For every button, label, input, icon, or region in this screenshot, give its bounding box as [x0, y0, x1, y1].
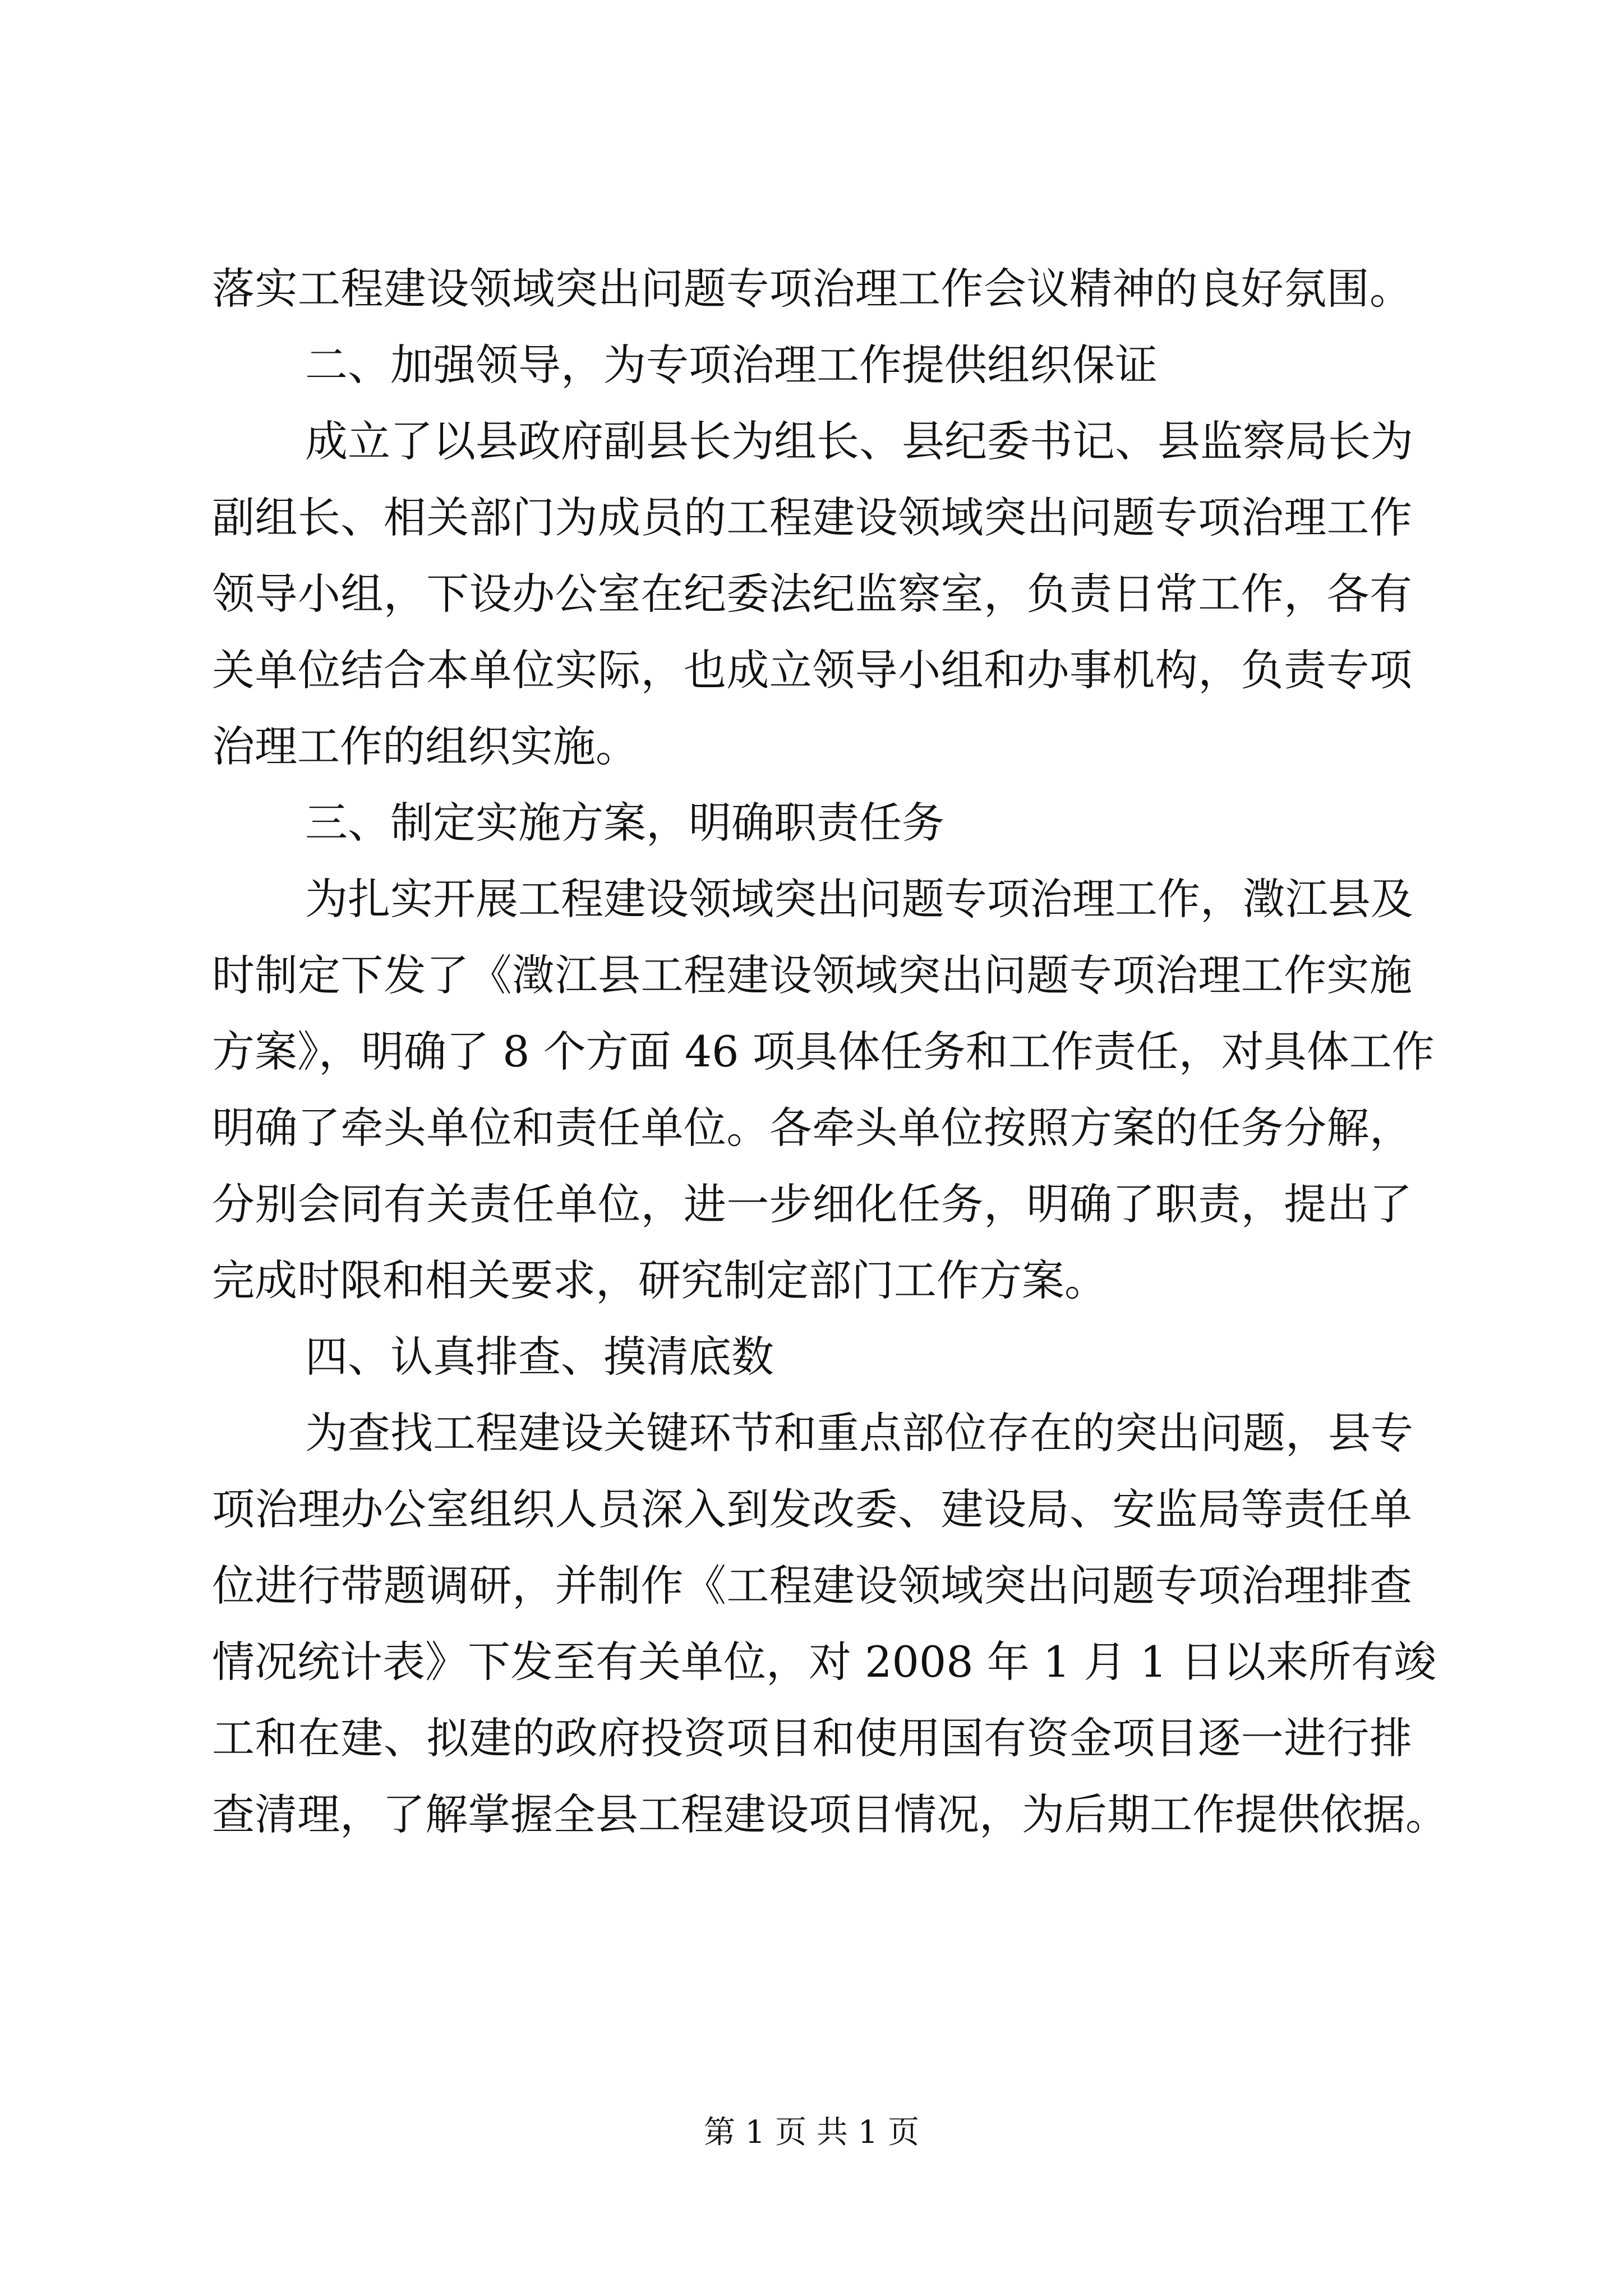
text-line-9: 为扎实开展工程建设领域突出问题专项治理工作，澂江县及 [305, 874, 1413, 924]
text-line-4: 副组长、相关部门为成员的工程建设领域突出问题专项治理工作 [212, 493, 1412, 542]
text-line-12: 明确了牵头单位和责任单位。各牵头单位按照方案的任务分解， [212, 1103, 1412, 1153]
text-line-21: 查清理，了解掌握全县工程建设项目情况，为后期工作提供依据。 [212, 1789, 1448, 1839]
text-line-1: 落实工程建设领域突出问题专项治理工作会议精神的良好氛围。 [212, 264, 1412, 314]
text-line-3: 成立了以县政府副县长为组长、县纪委书记、县监察局长为 [305, 416, 1413, 466]
document-body [212, 251, 1448, 1853]
text-line-13: 分别会同有关责任单位，进一步细化任务，明确了职责，提出了 [212, 1179, 1412, 1229]
page-footer: 第 1 页 共 1 页 [703, 2114, 920, 2151]
text-line-8: 三、制定实施方案，明确职责任务 [305, 798, 944, 848]
text-line-2: 二、加强领导，为专项治理工作提供组织保证 [305, 340, 1158, 390]
text-line-11: 方案》，明确了 8 个方面 46 项具体任务和工作责任，对具体工作 [212, 1027, 1435, 1076]
text-line-19: 情况统计表》下发至有关单位，对 2008 年 1 月 1 日以来所有竣 [212, 1637, 1437, 1687]
text-line-6: 关单位结合本单位实际，也成立领导小组和办事机构，负责专项 [212, 645, 1412, 695]
text-line-16: 为查找工程建设关键环节和重点部位存在的突出问题，县专 [305, 1408, 1413, 1458]
text-line-17: 项治理办公室组织人员深入到发改委、建设局、安监局等责任单 [212, 1484, 1412, 1534]
text-line-15: 四、认真排查、摸清底数 [305, 1332, 774, 1382]
text-line-10: 时制定下发了《澂江县工程建设领域突出问题专项治理工作实施 [212, 950, 1412, 1000]
text-line-20: 工和在建、拟建的政府投资项目和使用国有资金项目逐一进行排 [212, 1713, 1412, 1763]
text-line-7: 治理工作的组织实施。 [212, 721, 638, 771]
text-line-18: 位进行带题调研，并制作《工程建设领域突出问题专项治理排查 [212, 1561, 1412, 1611]
text-line-14: 完成时限和相关要求，研究制定部门工作方案。 [212, 1255, 1107, 1305]
text-line-5: 领导小组，下设办公室在纪委法纪监察室，负责日常工作，各有 [212, 569, 1412, 619]
